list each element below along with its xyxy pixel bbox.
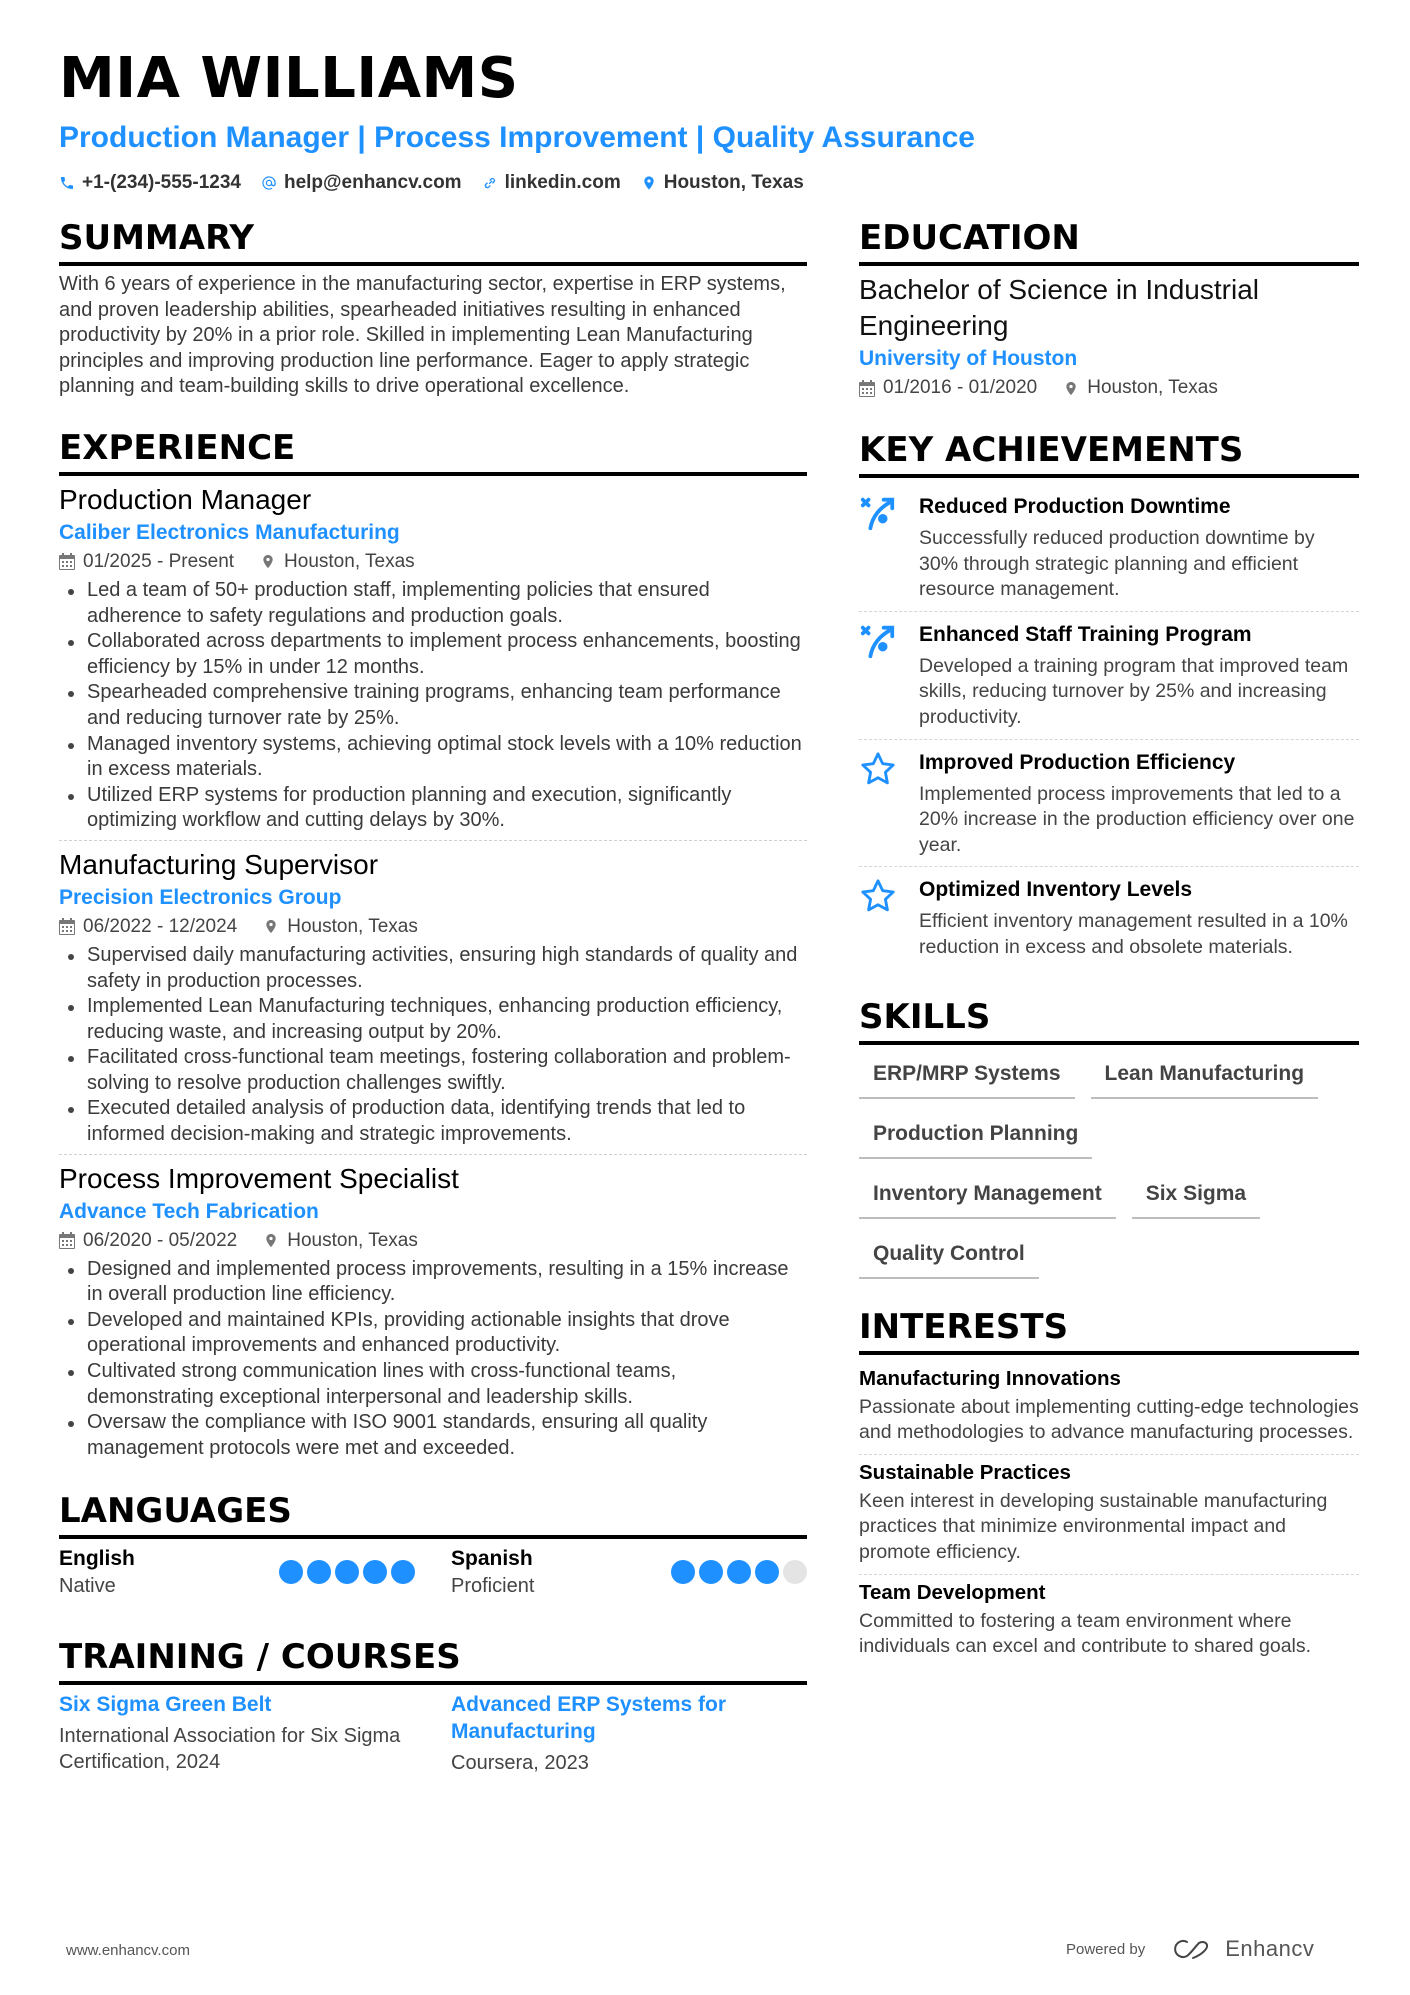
contact-phone-text: +1-(234)-555-1234 <box>82 172 241 193</box>
at-icon <box>261 175 277 191</box>
contact-linkedin-text: linkedin.com <box>504 172 621 193</box>
course-title: Six Sigma Green Belt <box>59 1693 272 1717</box>
contact-linkedin[interactable] <box>482 172 621 194</box>
contact-email[interactable] <box>261 172 462 194</box>
job-bullet: Facilitated cross-functional team meetings, fostering collaboration and problem-solving to resolve production challenges swiftly. <box>59 1045 807 1096</box>
star-icon <box>859 877 897 915</box>
education-section <box>859 216 1359 402</box>
candidate-title: Production Manager | Process Improvement | Quality Assurance <box>59 121 975 154</box>
language-level: Proficient <box>451 1575 535 1598</box>
enhancv-logo-icon <box>1169 1937 1215 1961</box>
skill-tag: Production Planning <box>859 1113 1092 1159</box>
job-dates <box>59 1227 237 1255</box>
training-heading: TRAINING / COURSES <box>59 1635 807 1685</box>
language-item <box>59 1545 415 1599</box>
job-dates <box>59 913 237 941</box>
job-bullet: Oversaw the compliance with ISO 9001 standards, ensuring all quality management protocols were met and exceeded. <box>59 1410 807 1461</box>
language-rating <box>671 1560 807 1584</box>
location-pin-icon <box>263 918 279 935</box>
interest-desc: Passionate about implementing cutting-edge technologies and methodologies to advance manufacturing processes. <box>859 1395 1359 1444</box>
location-pin-icon <box>260 553 276 570</box>
rating-dot-empty <box>783 1560 807 1584</box>
rating-dot-filled <box>755 1560 779 1584</box>
skill-tag: Six Sigma <box>1132 1173 1260 1219</box>
job-bullet: Supervised daily manufacturing activities, ensuring high standards of quality and safety in production processes. <box>59 943 807 994</box>
job-bullet: Implemented Lean Manufacturing techniques, enhancing production efficiency, reducing waste, and increasing output by 20%. <box>59 994 807 1045</box>
job-role: Manufacturing Supervisor <box>59 848 379 880</box>
interests-heading: INTERESTS <box>859 1305 1359 1355</box>
brand-logo[interactable] <box>1169 1936 1314 1962</box>
education-location-text: Houston, Texas <box>1087 377 1218 398</box>
education-dates <box>859 374 1037 402</box>
candidate-name: MIA WILLIAMS <box>59 46 519 111</box>
skills-heading: SKILLS <box>859 995 1359 1045</box>
achievement-desc: Developed a training program that improved team skills, reducing turnover by 25% and increasing productivity. <box>919 654 1349 728</box>
phone-icon <box>59 175 75 191</box>
calendar-icon <box>59 553 75 570</box>
rating-dot-filled <box>335 1560 359 1584</box>
star-icon <box>859 750 897 788</box>
skills-section <box>859 995 1359 1279</box>
job-bullet: Developed and maintained KPIs, providing actionable insights that drove operational improvements and enhanced productivity. <box>59 1308 807 1359</box>
achievement-title: Improved Production Efficiency <box>919 750 1236 774</box>
rating-dot-filled <box>307 1560 331 1584</box>
calendar-icon <box>59 1232 75 1249</box>
brand-name: Enhancv <box>1225 1936 1315 1961</box>
footer-website[interactable]: www.enhancv.com <box>66 1942 190 1959</box>
interest-title: Sustainable Practices <box>859 1460 1071 1484</box>
education-dates-text: 01/2016 - 01/2020 <box>883 377 1038 398</box>
rating-dot-filled <box>727 1560 751 1584</box>
school-name: University of Houston <box>859 347 1078 370</box>
job-bullet: Cultivated strong communication lines with cross-functional teams, demonstrating exceptional interpersonal and leadership skills. <box>59 1359 807 1410</box>
course-item <box>59 1691 415 1777</box>
course-title: Advanced ERP Systems for Manufacturing <box>451 1693 727 1744</box>
achievement-title: Reduced Production Downtime <box>919 495 1231 518</box>
skill-tag: Inventory Management <box>859 1173 1116 1219</box>
education-location <box>1063 374 1218 402</box>
achievement-desc: Implemented process improvements that led to a 20% increase in the production efficiency over one year. <box>919 782 1355 856</box>
achievement-item <box>859 867 1359 968</box>
achievement-title: Optimized Inventory Levels <box>919 878 1193 902</box>
location-pin-icon <box>1063 380 1079 397</box>
job-company: Caliber Electronics Manufacturing <box>59 520 400 544</box>
achievements-section <box>859 428 1359 969</box>
powered-by-label: Powered by <box>1066 1940 1146 1958</box>
achievement-item <box>859 740 1359 868</box>
footer-branding <box>1066 1936 1314 1962</box>
location-pin-icon <box>263 1232 279 1249</box>
rating-dot-filled <box>671 1560 695 1584</box>
achievement-title: Enhanced Staff Training Program <box>919 622 1252 646</box>
rating-dot-filled <box>699 1560 723 1584</box>
training-section <box>59 1635 807 1777</box>
achievement-item <box>859 612 1359 740</box>
location-pin-icon <box>641 175 657 191</box>
job-dates-text: 01/2025 - Present <box>83 550 235 572</box>
job-entry <box>59 482 807 841</box>
languages-section <box>59 1489 807 1599</box>
job-bullet: Collaborated across departments to implement process enhancements, boosting efficiency by 15% in under 12 months. <box>59 629 807 680</box>
interest-desc: Committed to fostering a team environment where individuals can excel and contribute to shared goals. <box>859 1609 1312 1658</box>
job-bullet: Executed detailed analysis of production data, identifying trends that led to informed decision-making and strategic improvements. <box>59 1096 807 1147</box>
job-dates-text: 06/2022 - 12/2024 <box>83 915 238 937</box>
job-company: Precision Electronics Group <box>59 885 342 909</box>
job-bullet: Led a team of 50+ production staff, implementing policies that ensured adherence to safety regulations and production goals. <box>59 578 807 629</box>
skills-list <box>859 1053 1359 1279</box>
contact-bar <box>59 172 1359 194</box>
interest-title: Manufacturing Innovations <box>859 1366 1121 1390</box>
achievement-desc: Successfully reduced production downtime by 30% through strategic planning and efficient resource management. <box>919 527 1315 601</box>
language-rating <box>279 1560 415 1584</box>
interest-item <box>859 1455 1359 1575</box>
job-role: Process Improvement Specialist <box>59 1162 459 1194</box>
achievement-item <box>859 484 1359 612</box>
job-meta <box>59 548 807 576</box>
contact-location-text: Houston, Texas <box>663 172 804 193</box>
job-location <box>260 548 415 576</box>
calendar-icon <box>59 918 75 935</box>
job-bullet: Utilized ERP systems for production planning and execution, significantly optimizing workflow and cutting delays by 30%. <box>59 783 807 834</box>
language-item <box>451 1545 807 1599</box>
summary-section <box>59 216 807 400</box>
interest-desc: Keen interest in developing sustainable manufacturing practices that minimize environmental impact and promote efficiency. <box>859 1489 1328 1563</box>
education-meta <box>859 374 1359 402</box>
job-bullets <box>59 578 807 834</box>
job-location-text: Houston, Texas <box>284 550 415 572</box>
job-company: Advance Tech Fabrication <box>59 1199 319 1223</box>
job-bullet: Managed inventory systems, achieving optimal stock levels with a 10% reduction in excess materials. <box>59 732 807 783</box>
job-bullet: Designed and implemented process improvements, resulting in a 15% increase in overall production line efficiency. <box>59 1257 807 1308</box>
rating-dot-filled <box>391 1560 415 1584</box>
achievements-heading: KEY ACHIEVEMENTS <box>859 428 1359 478</box>
job-bullets <box>59 943 807 1148</box>
contact-phone[interactable] <box>59 172 241 194</box>
resume-header <box>59 44 1359 194</box>
language-name: Spanish <box>451 1547 533 1571</box>
job-location-text: Houston, Texas <box>287 915 418 937</box>
rating-dot-filled <box>363 1560 387 1584</box>
interest-item <box>859 1575 1359 1668</box>
calendar-icon <box>859 380 875 397</box>
job-bullet: Spearheaded comprehensive training programs, enhancing team performance and reducing turnover rate by 25%. <box>59 680 807 731</box>
courses-grid <box>59 1691 807 1777</box>
job-dates <box>59 548 234 576</box>
job-location <box>263 1227 418 1255</box>
strategy-arrow-icon <box>859 494 897 532</box>
course-item <box>451 1691 807 1777</box>
strategy-arrow-icon <box>859 622 897 660</box>
job-location-text: Houston, Texas <box>287 1229 418 1251</box>
summary-heading: SUMMARY <box>59 216 807 266</box>
right-column <box>859 216 1359 1694</box>
degree-title: Bachelor of Science in Industrial Engineering <box>859 274 1259 341</box>
skill-tag: Lean Manufacturing <box>1091 1053 1319 1099</box>
rating-dot-filled <box>279 1560 303 1584</box>
experience-heading: EXPERIENCE <box>59 426 807 476</box>
languages-grid <box>59 1545 807 1599</box>
achievement-desc: Efficient inventory management resulted in a 10% reduction in excess and obsolete materials. <box>919 910 1348 958</box>
job-role: Production Manager <box>59 483 312 515</box>
left-column <box>59 216 807 1803</box>
link-icon <box>482 175 498 191</box>
experience-section <box>59 426 807 1467</box>
job-entry <box>59 1161 807 1468</box>
summary-text: With 6 years of experience in the manufacturing sector, expertise in ERP systems, and proven leadership abilities, spearheaded initiatives resulting in enhanced productivity by 20% in a prior role. Skilled in implementing Lean Manufacturing principles and improving production line performance. Eager to apply strategic planning and team-building skills to drive operational excellence. <box>59 273 786 398</box>
job-bullets <box>59 1257 807 1462</box>
language-name: English <box>59 1547 135 1571</box>
contact-location <box>641 172 804 194</box>
course-provider: Coursera, 2023 <box>451 1752 589 1775</box>
course-provider: International Association for Six Sigma Certification, 2024 <box>59 1725 401 1773</box>
skill-tag: ERP/MRP Systems <box>859 1053 1075 1099</box>
job-entry <box>59 847 807 1155</box>
education-heading: EDUCATION <box>859 216 1359 266</box>
language-level: Native <box>59 1575 116 1598</box>
contact-email-text: help@enhancv.com <box>283 172 462 193</box>
job-location <box>263 913 418 941</box>
job-meta <box>59 1227 807 1255</box>
skill-tag: Quality Control <box>859 1233 1039 1279</box>
job-dates-text: 06/2020 - 05/2022 <box>83 1229 238 1251</box>
languages-heading: LANGUAGES <box>59 1489 807 1539</box>
interest-title: Team Development <box>859 1580 1046 1604</box>
interest-item <box>859 1361 1359 1455</box>
job-meta <box>59 913 807 941</box>
interests-section <box>859 1305 1359 1668</box>
